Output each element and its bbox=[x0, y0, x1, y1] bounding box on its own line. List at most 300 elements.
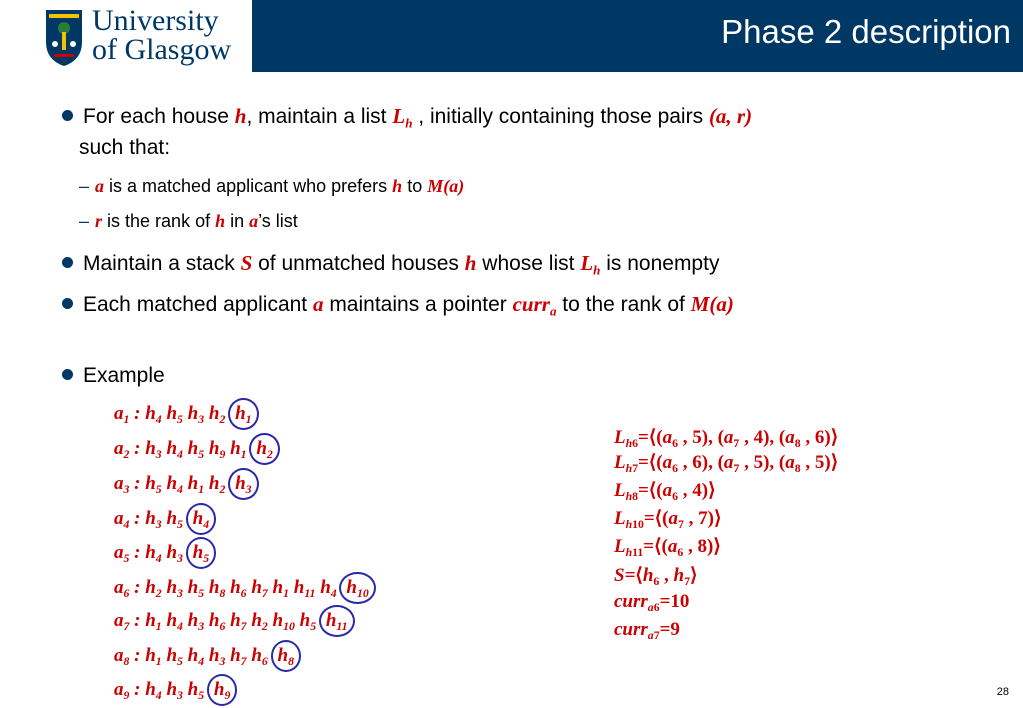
pair-a-sub: 6 bbox=[672, 437, 679, 451]
close: ⟩ bbox=[690, 565, 698, 586]
house-base: h bbox=[187, 577, 199, 598]
house-base: h bbox=[166, 542, 178, 563]
sep: , bbox=[708, 452, 718, 473]
sep: , bbox=[659, 565, 674, 586]
var-Lh bbox=[392, 104, 413, 131]
pair-a-sub: 7 bbox=[733, 462, 740, 476]
house-base: h bbox=[145, 577, 156, 598]
matched-house-sub: 3 bbox=[245, 483, 252, 497]
preference-row bbox=[114, 402, 257, 426]
a: a bbox=[647, 629, 654, 643]
a: a bbox=[647, 601, 654, 615]
pair-rank: , 5) bbox=[800, 452, 831, 473]
sub-bullet-a bbox=[79, 175, 464, 197]
pair-a: a bbox=[668, 508, 678, 529]
h-index: 7 bbox=[632, 462, 639, 476]
close: ⟩ bbox=[830, 427, 839, 448]
house-sub: 3 bbox=[219, 655, 226, 669]
list-name bbox=[614, 536, 644, 560]
house bbox=[187, 577, 205, 601]
house bbox=[230, 438, 247, 462]
matched-house bbox=[235, 473, 252, 497]
list-sub bbox=[626, 518, 644, 531]
matched-house bbox=[213, 679, 231, 703]
house-sub: 4 bbox=[330, 587, 337, 601]
applicant-base: a bbox=[114, 577, 124, 598]
var-curr bbox=[512, 292, 557, 319]
house bbox=[187, 473, 205, 497]
stack-h-sub: 6 bbox=[653, 575, 660, 589]
stack-label: S= bbox=[614, 565, 636, 586]
house-base: h bbox=[166, 473, 178, 494]
text: , initially containing those pairs bbox=[412, 105, 709, 128]
house bbox=[166, 645, 183, 669]
pair-rank: , 6) bbox=[678, 452, 709, 473]
applicant bbox=[114, 542, 130, 566]
L: L bbox=[580, 251, 594, 275]
house-base: h bbox=[272, 577, 284, 598]
text: ’s list bbox=[258, 211, 298, 231]
bullet-houses-list-cont: such that: bbox=[79, 136, 171, 159]
L: L bbox=[392, 104, 406, 128]
house-sub: 4 bbox=[155, 413, 162, 427]
var-r: r bbox=[95, 211, 103, 231]
house-sub: 4 bbox=[177, 448, 183, 462]
house-base: h bbox=[166, 403, 178, 424]
applicant bbox=[114, 403, 130, 427]
matched-house bbox=[346, 577, 369, 601]
house-base: h bbox=[187, 645, 199, 666]
var-a: a bbox=[312, 292, 324, 316]
house-sub: 6 bbox=[219, 620, 226, 634]
house bbox=[251, 610, 268, 634]
pair-a-sub: 6 bbox=[672, 462, 679, 476]
matched-house bbox=[235, 403, 252, 427]
matched-house-base: h bbox=[192, 508, 204, 529]
house-base: h bbox=[145, 508, 156, 529]
L: L bbox=[614, 480, 626, 501]
house bbox=[166, 542, 183, 566]
pair-a-sub: 7 bbox=[733, 437, 740, 451]
house-base: h bbox=[272, 610, 284, 631]
preference-row bbox=[114, 576, 374, 600]
var-h: h bbox=[215, 211, 226, 231]
house bbox=[208, 577, 226, 601]
house-sub: 7 bbox=[240, 655, 247, 669]
house bbox=[187, 610, 205, 634]
house-base: h bbox=[208, 645, 220, 666]
applicant bbox=[114, 508, 130, 532]
list-name bbox=[614, 480, 639, 504]
house bbox=[230, 610, 247, 634]
house-sub: 4 bbox=[177, 620, 183, 634]
house bbox=[145, 473, 162, 497]
house-base: h bbox=[145, 438, 156, 459]
matched-house-circle bbox=[228, 398, 258, 430]
pair-a: a bbox=[662, 452, 673, 473]
house-sub: 6 bbox=[240, 587, 247, 601]
house bbox=[145, 438, 162, 462]
house-sub: 7 bbox=[240, 620, 247, 634]
house-base: h bbox=[251, 577, 262, 598]
h-index: 6 bbox=[632, 437, 639, 451]
applicant-sub: 7 bbox=[123, 620, 130, 634]
university-logo[interactable] bbox=[0, 0, 252, 72]
matched-house-base: h bbox=[277, 645, 289, 666]
house bbox=[145, 542, 162, 566]
bullet-dot-icon bbox=[62, 298, 73, 309]
stack-row bbox=[614, 564, 697, 588]
var-a: a bbox=[249, 211, 259, 231]
pair-a: a bbox=[662, 480, 673, 501]
matched-house-sub: 10 bbox=[357, 587, 369, 601]
applicant-base: a bbox=[114, 679, 124, 700]
pair-rank: , 7) bbox=[683, 508, 714, 529]
house-sub: 5 bbox=[198, 689, 205, 703]
h: h bbox=[625, 462, 633, 476]
pair-a-sub: 6 bbox=[677, 546, 684, 560]
applicant bbox=[114, 679, 130, 703]
house-base: h bbox=[145, 645, 156, 666]
house-base: h bbox=[166, 645, 178, 666]
preference-row bbox=[114, 507, 214, 531]
colon: : bbox=[129, 542, 146, 563]
house-sub: 5 bbox=[310, 620, 317, 634]
house bbox=[145, 577, 162, 601]
applicant-sub: 4 bbox=[123, 518, 130, 532]
stack-h-sub: 7 bbox=[684, 575, 691, 589]
text: Maintain a stack bbox=[83, 252, 241, 275]
matched-house-sub: 11 bbox=[336, 620, 348, 634]
house-sub: 5 bbox=[177, 655, 183, 669]
house bbox=[166, 679, 183, 703]
text: Each matched applicant bbox=[83, 293, 313, 316]
var-h: h bbox=[392, 176, 403, 196]
applicant-base: a bbox=[114, 610, 124, 631]
list-row bbox=[614, 507, 721, 531]
text: maintains a pointer bbox=[323, 293, 513, 316]
matched-house-base: h bbox=[213, 679, 225, 700]
bullet-dot-icon bbox=[62, 110, 73, 121]
colon: : bbox=[129, 473, 146, 494]
text: , maintain a list bbox=[246, 105, 393, 128]
applicant bbox=[114, 610, 130, 634]
dash-icon: – bbox=[79, 211, 90, 231]
var-h: h bbox=[464, 251, 477, 275]
stack-h: h bbox=[673, 565, 685, 586]
house-sub: 2 bbox=[219, 413, 226, 427]
list-name bbox=[614, 508, 644, 532]
house-base: h bbox=[187, 403, 199, 424]
house-sub: 1 bbox=[155, 620, 162, 634]
house-base: h bbox=[145, 542, 156, 563]
house-sub: 9 bbox=[219, 448, 226, 462]
house-sub: 5 bbox=[198, 448, 205, 462]
h: h bbox=[625, 518, 633, 532]
pair-a: a bbox=[785, 452, 795, 473]
list-sub bbox=[626, 437, 638, 450]
list-name bbox=[614, 452, 639, 476]
curr: curr bbox=[512, 292, 550, 316]
pointer-name: curr bbox=[614, 619, 648, 640]
matched-house-base: h bbox=[256, 438, 267, 459]
crest-icon bbox=[44, 8, 84, 68]
house-sub: 1 bbox=[155, 655, 162, 669]
list-sub bbox=[626, 546, 644, 559]
matched-house bbox=[277, 645, 294, 669]
house-base: h bbox=[166, 438, 178, 459]
colon: : bbox=[129, 577, 146, 598]
text: to the rank of bbox=[556, 293, 691, 316]
pair-rank: , 6) bbox=[800, 427, 831, 448]
matched-house-sub: 8 bbox=[288, 655, 294, 669]
page-number: 28 bbox=[996, 686, 1009, 698]
applicant-base: a bbox=[114, 473, 124, 494]
pair-rank: , 4) bbox=[678, 480, 709, 501]
close: ⟩ bbox=[830, 452, 839, 473]
house bbox=[272, 577, 289, 601]
bullet-dot-icon bbox=[62, 257, 73, 268]
text: is nonempty bbox=[600, 252, 720, 275]
house-sub: 4 bbox=[155, 552, 162, 566]
house bbox=[187, 438, 205, 462]
house bbox=[166, 403, 183, 427]
house-base: h bbox=[166, 508, 178, 529]
eq: =⟨ bbox=[643, 508, 663, 529]
house-sub: 1 bbox=[240, 448, 247, 462]
paren: ( bbox=[778, 427, 786, 448]
bullet-stack bbox=[62, 250, 719, 277]
text: to bbox=[402, 176, 428, 196]
house-base: h bbox=[187, 679, 199, 700]
eq: =⟨ bbox=[643, 536, 662, 557]
house bbox=[145, 508, 162, 532]
house-sub: 5 bbox=[177, 518, 183, 532]
house bbox=[166, 508, 183, 532]
house-base: h bbox=[230, 577, 241, 598]
logo-line2: of Glasgow bbox=[92, 33, 232, 66]
house-sub: 1 bbox=[198, 483, 205, 497]
house bbox=[187, 645, 205, 669]
matched-house bbox=[192, 542, 210, 566]
applicant bbox=[114, 473, 130, 497]
applicant-sub: 6 bbox=[123, 587, 130, 601]
matched-house-circle bbox=[186, 503, 216, 535]
colon: : bbox=[129, 610, 146, 631]
house-sub: 3 bbox=[177, 689, 183, 703]
list-sub bbox=[626, 462, 638, 475]
house-base: h bbox=[145, 679, 156, 700]
h-index: 11 bbox=[632, 546, 644, 560]
house bbox=[166, 577, 183, 601]
preference-row bbox=[114, 437, 278, 461]
var-h: h bbox=[234, 104, 247, 128]
house-base: h bbox=[299, 610, 311, 631]
bullet-houses-list bbox=[62, 103, 752, 130]
paren: ( bbox=[656, 480, 663, 501]
close: ⟩ bbox=[713, 508, 722, 529]
matched-house-circle bbox=[249, 433, 279, 465]
applicant-base: a bbox=[114, 403, 124, 424]
applicant bbox=[114, 645, 130, 669]
house-sub: 10 bbox=[283, 620, 295, 634]
house-base: h bbox=[320, 577, 331, 598]
house bbox=[320, 577, 337, 601]
pair-rank: , 8) bbox=[683, 536, 714, 557]
matched-house-base: h bbox=[346, 577, 357, 598]
house-base: h bbox=[251, 610, 262, 631]
house-sub: 5 bbox=[177, 413, 183, 427]
house bbox=[230, 577, 247, 601]
house bbox=[299, 610, 317, 634]
matched-house-base: h bbox=[235, 403, 246, 424]
applicant-base: a bbox=[114, 508, 124, 529]
bullet-pointer bbox=[62, 291, 734, 318]
a-index: 7 bbox=[653, 629, 660, 643]
house-base: h bbox=[166, 679, 178, 700]
matched-house-circle bbox=[207, 674, 237, 706]
matched-house-circle bbox=[186, 537, 216, 569]
text: is the rank of bbox=[102, 211, 216, 231]
house-sub: 3 bbox=[155, 518, 162, 532]
list-sub bbox=[626, 490, 638, 503]
pair-a-sub: 7 bbox=[678, 518, 684, 532]
bullet-dot-icon bbox=[62, 369, 73, 380]
house bbox=[187, 403, 205, 427]
matched-house bbox=[192, 508, 210, 532]
pointer-value: =9 bbox=[659, 619, 680, 640]
matched-house-base: h bbox=[192, 542, 204, 563]
applicant-sub: 2 bbox=[123, 448, 130, 462]
house-sub: 3 bbox=[198, 620, 205, 634]
matched-house-circle bbox=[319, 605, 355, 637]
matched-house bbox=[325, 610, 348, 634]
house bbox=[166, 473, 183, 497]
house bbox=[145, 645, 162, 669]
var-pair: (a, r) bbox=[708, 104, 753, 128]
applicant-base: a bbox=[114, 645, 124, 666]
pair-a: a bbox=[723, 452, 734, 473]
eq: =⟨ bbox=[638, 452, 657, 473]
h: h bbox=[625, 490, 633, 504]
house-base: h bbox=[251, 645, 262, 666]
house bbox=[208, 438, 226, 462]
var-Ma: M(a) bbox=[427, 176, 465, 196]
pair-a-sub: 8 bbox=[794, 437, 801, 451]
var-a: a bbox=[95, 176, 105, 196]
house bbox=[251, 645, 268, 669]
list-name bbox=[614, 427, 639, 451]
house-sub: 2 bbox=[155, 587, 162, 601]
text: whose list bbox=[476, 252, 581, 275]
matched-house-sub: 1 bbox=[245, 413, 252, 427]
house-sub: 3 bbox=[177, 587, 183, 601]
house-sub: 2 bbox=[219, 483, 226, 497]
applicant-base: a bbox=[114, 542, 124, 563]
bullet-example bbox=[62, 363, 165, 389]
preference-row bbox=[114, 644, 299, 668]
house-sub: 6 bbox=[261, 655, 268, 669]
matched-house-circle bbox=[339, 572, 375, 604]
colon: : bbox=[129, 403, 146, 424]
L: L bbox=[614, 452, 626, 473]
var-Lh bbox=[580, 251, 601, 278]
pair-a-sub: 8 bbox=[794, 462, 801, 476]
matched-house-sub: 2 bbox=[266, 448, 273, 462]
house-sub: 3 bbox=[177, 552, 183, 566]
open: ⟨ bbox=[635, 565, 643, 586]
house-sub: 8 bbox=[219, 587, 226, 601]
pointer-sub bbox=[648, 601, 660, 614]
house-sub: 5 bbox=[155, 483, 162, 497]
house-sub: 4 bbox=[177, 483, 183, 497]
house-base: h bbox=[208, 473, 220, 494]
eq: =⟨ bbox=[638, 427, 657, 448]
text: Example bbox=[83, 364, 165, 387]
sub: h bbox=[593, 262, 601, 278]
house bbox=[251, 577, 268, 601]
house bbox=[187, 679, 205, 703]
pair-a: a bbox=[667, 536, 678, 557]
house-base: h bbox=[208, 610, 220, 631]
pair-rank: , 5) bbox=[739, 452, 770, 473]
var-S: S bbox=[240, 251, 253, 275]
house-base: h bbox=[230, 438, 241, 459]
paren: ( bbox=[717, 452, 724, 473]
h-index: 8 bbox=[632, 490, 639, 504]
slide-title: Phase 2 description bbox=[721, 13, 1011, 50]
list-row bbox=[614, 451, 838, 475]
L: L bbox=[614, 508, 626, 529]
matched-house-base: h bbox=[235, 473, 246, 494]
house bbox=[208, 645, 226, 669]
paren: ( bbox=[656, 427, 663, 448]
matched-house-circle bbox=[228, 468, 258, 500]
preference-row bbox=[114, 609, 353, 633]
sep: , bbox=[708, 427, 718, 448]
house-base: h bbox=[166, 610, 178, 631]
pointer-value: =10 bbox=[659, 591, 690, 612]
applicant-sub: 3 bbox=[123, 483, 130, 497]
applicant bbox=[114, 577, 130, 601]
paren: ( bbox=[656, 452, 663, 473]
a-index: 6 bbox=[653, 601, 660, 615]
applicant-sub: 1 bbox=[123, 413, 130, 427]
house-base: h bbox=[208, 438, 220, 459]
sep: , bbox=[769, 427, 779, 448]
text: in bbox=[225, 211, 250, 231]
house-sub: 5 bbox=[198, 587, 205, 601]
house-base: h bbox=[187, 438, 199, 459]
house-base: h bbox=[230, 610, 241, 631]
paren: ( bbox=[717, 427, 724, 448]
house bbox=[208, 610, 226, 634]
close: ⟩ bbox=[713, 536, 721, 557]
house-sub: 4 bbox=[198, 655, 205, 669]
house-base: h bbox=[187, 610, 199, 631]
house bbox=[166, 610, 183, 634]
pair-a: a bbox=[662, 427, 673, 448]
matched-house-sub: 5 bbox=[203, 552, 210, 566]
house-sub: 3 bbox=[155, 448, 162, 462]
house bbox=[293, 577, 316, 601]
house bbox=[208, 403, 226, 427]
house-base: h bbox=[187, 473, 199, 494]
pointer-row bbox=[614, 618, 680, 642]
house-sub: 1 bbox=[283, 587, 289, 601]
dash-icon: – bbox=[79, 176, 90, 196]
matched-house bbox=[256, 438, 273, 462]
